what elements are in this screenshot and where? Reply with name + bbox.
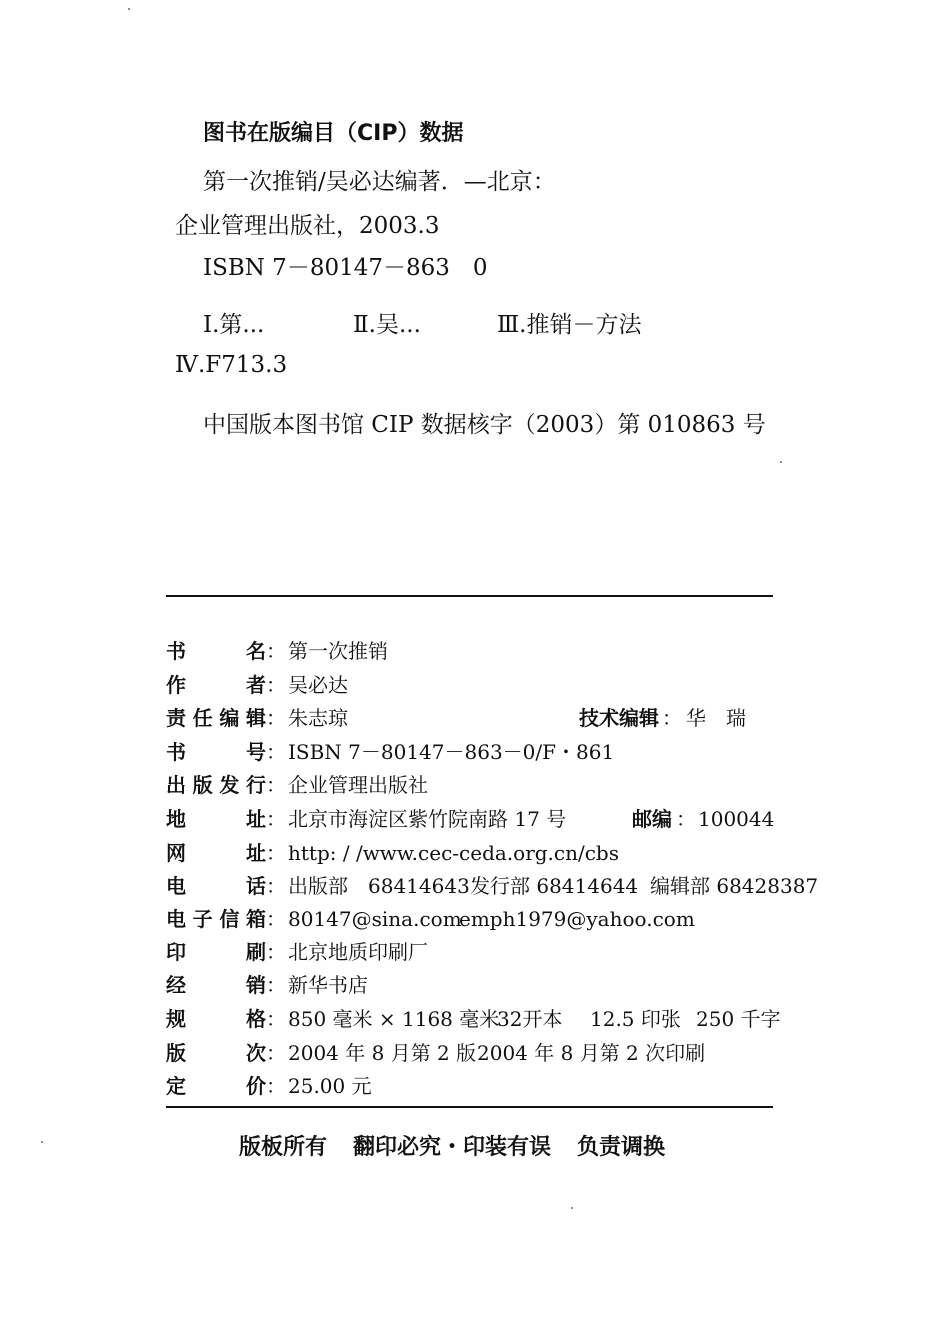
info-row-edition: 版次： 2004 年 8 月第 2 版 bbox=[166, 1038, 476, 1068]
copyright-notice-part1: 版板所有 bbox=[239, 1135, 328, 1160]
phone-publishing-dept: 出版部 68414643 bbox=[288, 874, 470, 898]
book-title-value: 第一次推销 bbox=[288, 639, 388, 663]
info-row-email: 电子信箱： 80147@sina.com bbox=[166, 904, 462, 934]
email-value-2: emph1979@yahoo.com bbox=[459, 907, 695, 931]
book-number-value: ISBN 7－80147－863－0/F・861 bbox=[288, 740, 615, 764]
info-label: 印刷 bbox=[166, 940, 266, 964]
info-row-publisher: 出版发行： 企业管理出版社 bbox=[166, 770, 428, 800]
cip-class-3: Ⅲ.推销－方法 bbox=[497, 312, 642, 338]
info-row-price: 定价： 25.00 元 bbox=[166, 1071, 372, 1101]
spec-size: 850 毫米 × 1168 毫米 bbox=[288, 1007, 500, 1031]
cip-isbn-line: ISBN 7－80147－863 0 bbox=[203, 255, 488, 281]
tech-editor-value: 华 瑞 bbox=[686, 706, 746, 730]
cip-heading: 图书在版编目（CIP）数据 bbox=[203, 121, 464, 146]
address-value: 北京市海淀区紫竹院南路 17 号 bbox=[288, 807, 567, 831]
scan-speck bbox=[780, 461, 782, 463]
zip-value: 100044 bbox=[698, 807, 775, 831]
info-row-author: 作者： 吴必达 bbox=[166, 670, 348, 700]
email-value-1: 80147@sina.com bbox=[288, 907, 462, 931]
info-label: 版次 bbox=[166, 1041, 266, 1065]
info-label: 出版发行 bbox=[166, 773, 266, 797]
tech-editor-label: 技术编辑 bbox=[579, 706, 659, 730]
edition-value: 2004 年 8 月第 2 版 bbox=[288, 1041, 477, 1065]
scan-speck bbox=[41, 1141, 43, 1143]
copyright-notice bbox=[239, 1130, 665, 1161]
phone-editorial-dept: 编辑部 68428387 bbox=[650, 874, 819, 898]
zip-label: 邮编 bbox=[632, 807, 672, 831]
info-row-spec: 规格： 850 毫米 × 1168 毫米 bbox=[166, 1004, 499, 1034]
editor-value: 朱志琼 bbox=[288, 706, 348, 730]
cip-class-4: Ⅳ.F713.3 bbox=[175, 352, 288, 378]
cip-publisher-line: 企业管理出版社，2003.3 bbox=[175, 213, 440, 239]
info-label: 规格 bbox=[166, 1007, 266, 1031]
tech-editor-colon: ： bbox=[662, 706, 682, 730]
info-row-address: 地址： 北京市海淀区紫竹院南路 17 号 bbox=[166, 804, 566, 834]
info-label: 经销 bbox=[166, 973, 266, 997]
spec-format: 32开本 bbox=[497, 1007, 563, 1031]
scan-speck bbox=[128, 8, 130, 10]
info-label: 地址 bbox=[166, 807, 266, 831]
info-label: 责任编辑 bbox=[166, 706, 266, 730]
author-value: 吴必达 bbox=[288, 673, 348, 697]
website-value: http: / /www.cec-ceda.org.cn/cbs bbox=[288, 841, 619, 865]
distributor-value: 新华书店 bbox=[288, 973, 368, 997]
spec-sheets: 12.5 印张 bbox=[590, 1007, 681, 1031]
info-label: 网址 bbox=[166, 841, 266, 865]
info-label: 书号 bbox=[166, 740, 266, 764]
cip-verification: 中国版本图书馆 CIP 数据核字（2003）第 010863 号 bbox=[203, 412, 766, 438]
info-label: 电子信箱 bbox=[166, 907, 266, 931]
info-row-title: 书名： 第一次推销 bbox=[166, 636, 388, 666]
phone-distribution-dept: 发行部 68414644 bbox=[470, 874, 639, 898]
bottom-divider bbox=[166, 1106, 773, 1108]
cip-title-line: 第一次推销/吴必达编著．—北京： bbox=[203, 169, 556, 195]
info-label: 定价 bbox=[166, 1074, 266, 1098]
spec-words: 250 千字 bbox=[696, 1007, 781, 1031]
copyright-notice-part2: 翻印必究・印装有误 bbox=[353, 1135, 552, 1160]
info-row-printer: 印刷： 北京地质印刷厂 bbox=[166, 937, 428, 967]
printing-value: 2004 年 8 月第 2 次印刷 bbox=[477, 1041, 706, 1065]
info-label: 书名 bbox=[166, 639, 266, 663]
price-value: 25.00 元 bbox=[288, 1074, 372, 1098]
printer-value: 北京地质印刷厂 bbox=[288, 940, 428, 964]
info-label: 作者 bbox=[166, 673, 266, 697]
cip-class-1: Ⅰ.第... bbox=[203, 312, 265, 338]
zip-colon: ： bbox=[676, 807, 696, 831]
publisher-value: 企业管理出版社 bbox=[288, 773, 428, 797]
info-row-phone: 电话： 出版部 68414643 bbox=[166, 871, 470, 901]
scan-speck bbox=[571, 1207, 573, 1209]
top-divider bbox=[166, 595, 773, 597]
info-row-book-number: 书号： ISBN 7－80147－863－0/F・861 bbox=[166, 737, 614, 767]
cip-class-2: Ⅱ.吴... bbox=[353, 312, 421, 338]
info-label: 电话 bbox=[166, 874, 266, 898]
info-row-editor: 责任编辑： 朱志琼 bbox=[166, 703, 348, 733]
info-row-distributor: 经销： 新华书店 bbox=[166, 970, 368, 1000]
info-row-website: 网址： http: / /www.cec-ceda.org.cn/cbs bbox=[166, 838, 619, 868]
copyright-notice-part3: 负责调换 bbox=[577, 1135, 666, 1160]
